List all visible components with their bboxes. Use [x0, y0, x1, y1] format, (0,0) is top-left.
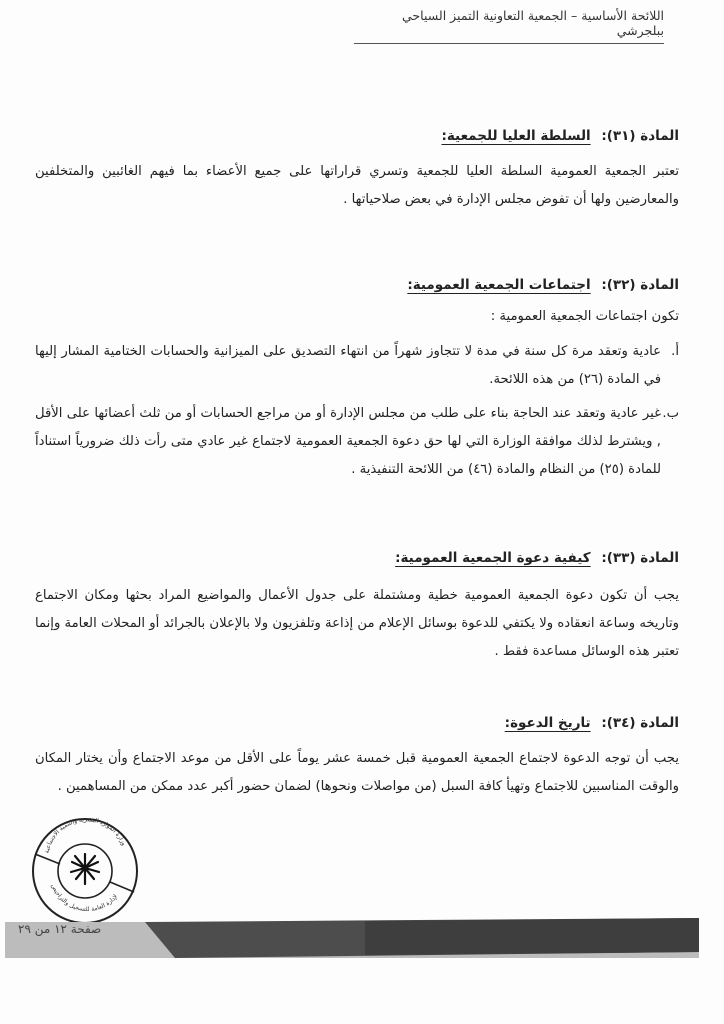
article-heading [35, 715, 679, 731]
list-item-text: عادية وتعقد مرة كل سنة في مدة لا تتجاوز شهراً من انتهاء التصديق على الميزانية والحسابات الختامية المشار إليها في المادة (٢٦) من هذه اللائحة. [35, 344, 661, 387]
article-number: المادة (٣١): [601, 128, 679, 144]
list-item-text: غير عادية وتعقد عند الحاجة بناء على طلب من مجلس الإدارة أو من مراجع الحسابات أو من ثلث أعضائها على الأقل , ويشترط لذلك موافقة الوزارة التي لها حق دعوة الجمعية العمومية لاجتماع غير عادي متى رأت ذلك ضرورياً استناداً للمادة (٢٥) من النظام والمادة (٤٦) من اللائحة التنفيذية . [35, 406, 661, 477]
running-header: اللائحة الأساسية – الجمعية التعاونية التميز السياحي ببلجرشي [354, 8, 664, 44]
list-item [35, 338, 679, 394]
list-marker: أ. [671, 344, 679, 359]
official-stamp [30, 816, 140, 926]
article-heading [35, 550, 679, 566]
article-paragraph: يجب أن توجه الدعوة لاجتماع الجمعية العمومية قبل خمسة عشر يوماً على الأقل من موعد الاجتماع وأن يختار المكان والوقت المناسبين للاجتماع وتهيأ كافة السبل (من مواصلات ونحوها) لضمان حضور أكبر عدد ممكن من المساهمين . [35, 751, 679, 794]
article-title: اجتماعات الجمعية العمومية: [407, 277, 591, 293]
article-34 [35, 715, 679, 801]
stamp-lower-text: الإدارة العامة للتسجيل والتراخيص [49, 883, 120, 914]
stamp-upper-text: وزارة الموارد البشرية والتنمية الاجتماعية [43, 816, 128, 855]
article-title: السلطة العليا للجمعية: [441, 128, 591, 144]
svg-text:الإدارة العامة للتسجيل والتراخ [30, 816, 119, 913]
article-title: كيفية دعوة الجمعية العمومية: [395, 550, 591, 566]
article-heading [35, 277, 679, 293]
page-number: صفحة ١٢ من ٢٩ [18, 922, 102, 936]
article-number: المادة (٣٢): [601, 277, 679, 293]
article-paragraph: يجب أن تكون دعوة الجمعية العمومية خطية ومشتملة على جدول الأعمال والمواضيع المراد بحثها ومكان الاجتماع وتاريخه وساعة انعقاده ولا يكتفي للدعوة بوسائل الإعلام من إذاعة وتلفزيون ولا بالإعلان بالجرائد أو المحلات العامة وإنما تعتبر هذه الوسائل مساعدة فقط . [35, 588, 679, 659]
article-number: المادة (٣٤): [601, 715, 679, 731]
footer-band [5, 918, 699, 958]
article-heading [35, 128, 679, 144]
article-paragraph: تعتبر الجمعية العمومية السلطة العليا للجمعية وتسري قراراتها على جميع الأعضاء بما فيهم الغائبين والمتخلفين والمعارضين ولها أن تفوض مجلس الإدارة في بعض صلاحياتها . [35, 164, 679, 207]
article-number: المادة (٣٣): [601, 550, 679, 566]
svg-text:وزارة الموارد البشرية والتنمية [43, 816, 127, 854]
list-marker: ب. [662, 406, 679, 421]
article-32 [35, 277, 679, 484]
article-33 [35, 550, 679, 666]
article-31 [35, 128, 679, 214]
article-intro: تكون اجتماعات الجمعية العمومية : [490, 309, 679, 324]
list-item [35, 400, 679, 484]
palm-emblem-icon [71, 854, 99, 884]
article-title: تاريخ الدعوة: [504, 715, 591, 731]
